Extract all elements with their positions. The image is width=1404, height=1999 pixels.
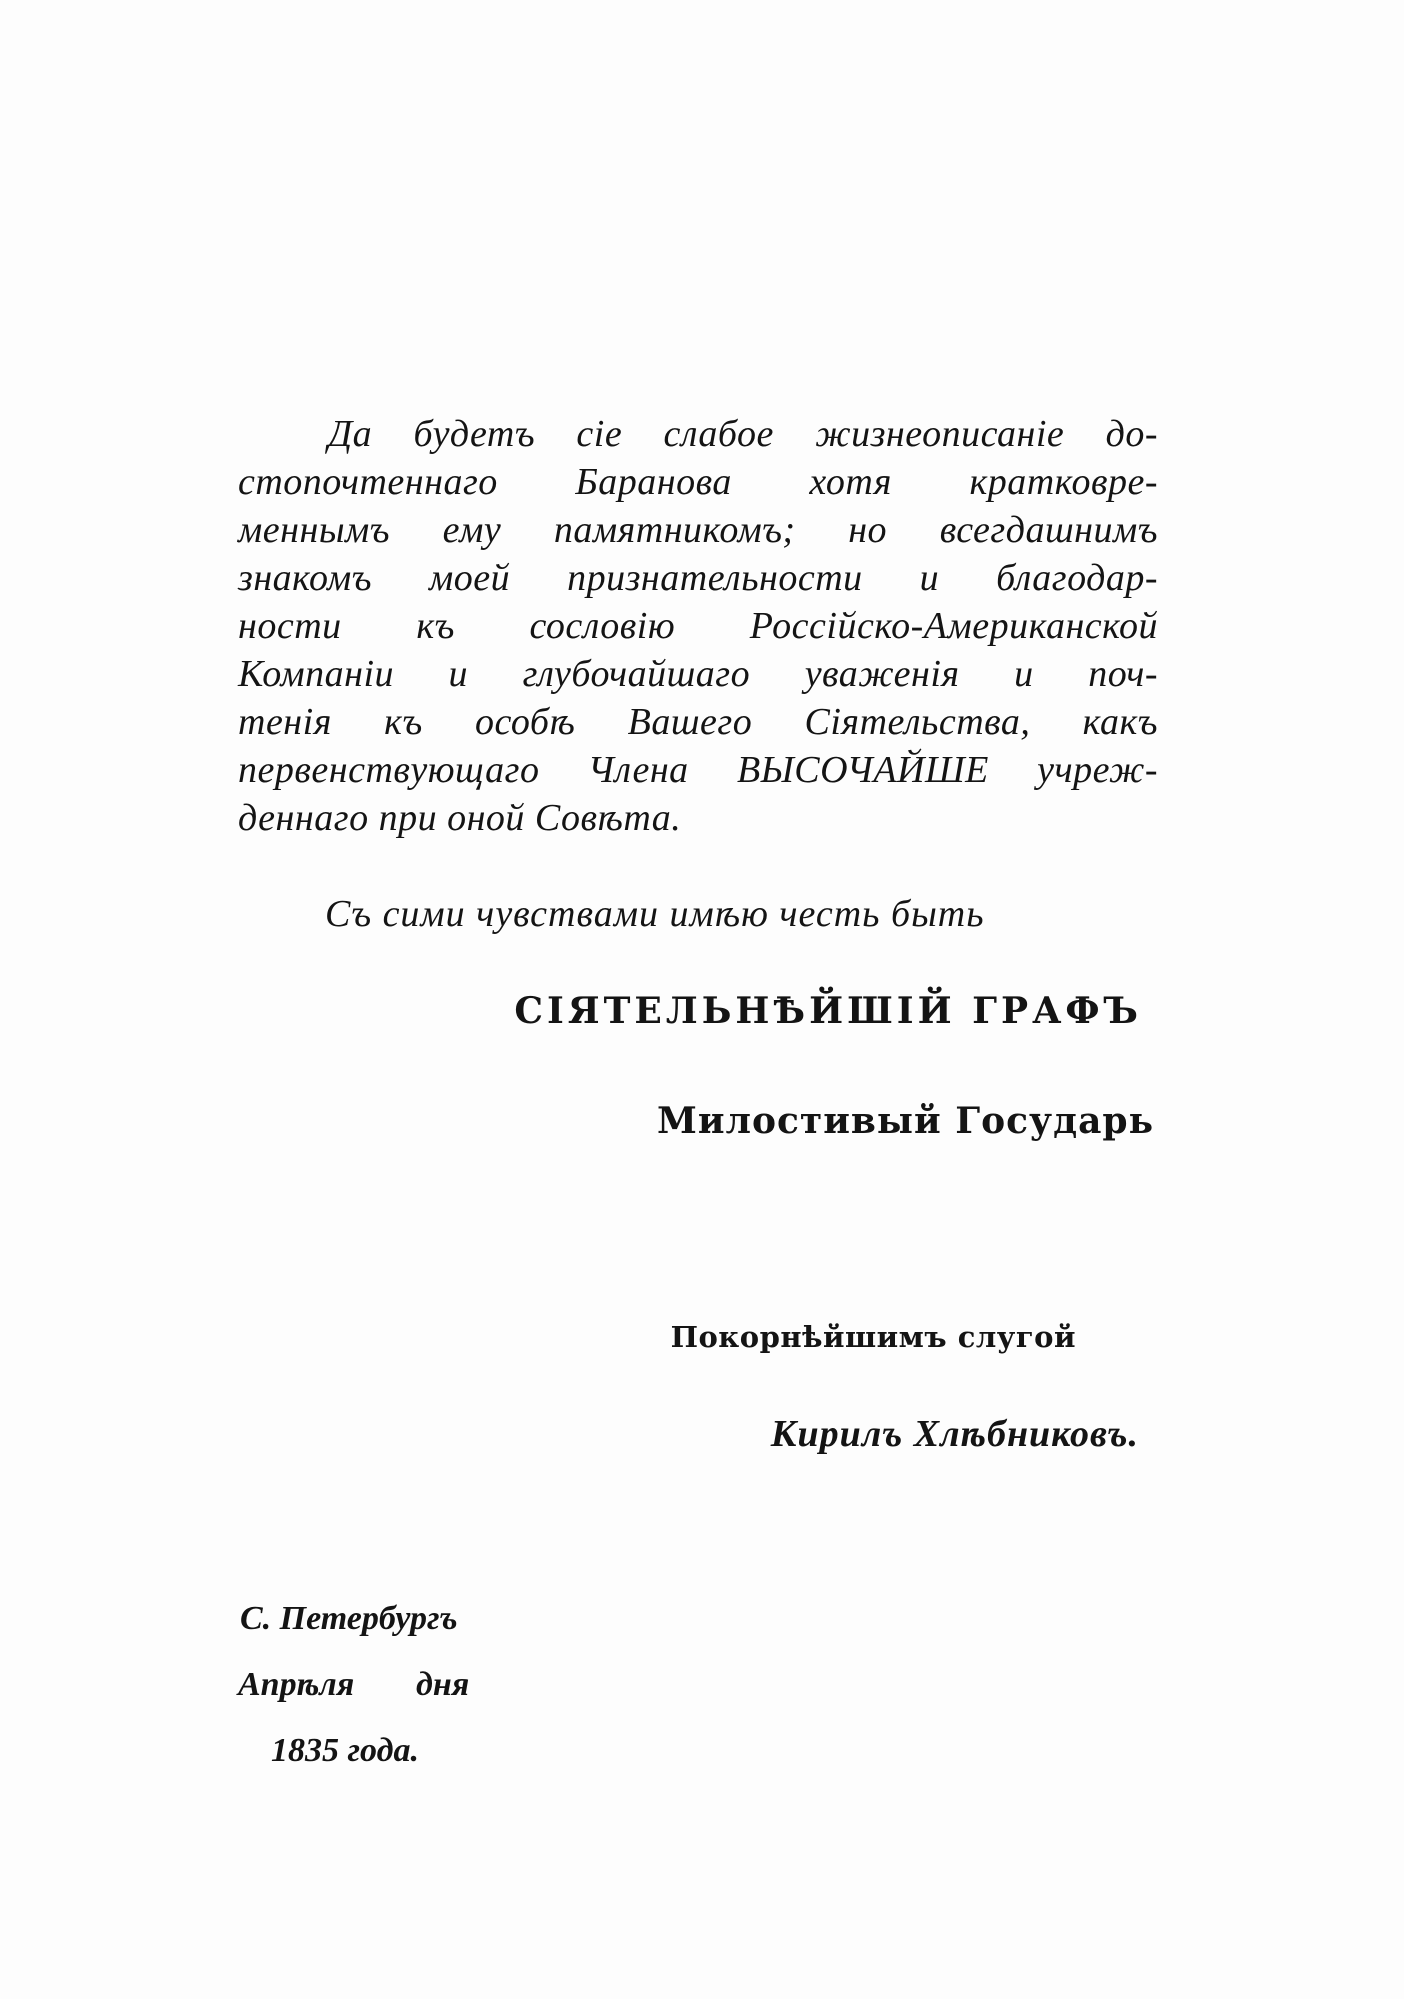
dedication-line: тенія къ особѣ Вашего Сіятельства, какъ (238, 701, 1158, 743)
author-signature: Кирилъ Хлѣбниковъ. (770, 1413, 1139, 1455)
dedication-paragraph (238, 410, 1158, 842)
dedication-line: деннаго при оной Совѣта. (238, 797, 682, 839)
place-city: С. Петербургъ (240, 1600, 458, 1637)
closing-phrase: Съ сими чувствами имѣю честь быть (325, 893, 985, 935)
servant-line: Покорнѣйшимъ слугой (670, 1320, 1076, 1354)
address-title: СІЯТЕЛЬНѢЙШІЙ ГРАФЪ (514, 990, 1142, 1032)
dedication-line: Да будетъ сіе слабое жизнеописаніе до- (328, 413, 1158, 455)
dedication-line: стопочтеннаго Баранова хотя кратковре- (238, 461, 1158, 503)
dedication-line: ности къ сословію Россійско-Американской (238, 605, 1158, 647)
dedication-line: меннымъ ему памятникомъ; но всегдашнимъ (238, 509, 1158, 551)
date-year: 1835 года. (271, 1732, 419, 1769)
dedication-line: Компаніи и глубочайшаго уваженія и поч- (238, 653, 1158, 695)
dedication-line: знакомъ моей признательности и благодар- (238, 557, 1158, 599)
date-day-label: дня (416, 1666, 470, 1703)
date-month: Апрѣля (238, 1666, 355, 1703)
address-subtitle: Милостивый Государь (657, 1100, 1154, 1142)
dedication-line: первенствующаго Члена ВЫСОЧАЙШЕ учреж- (238, 749, 1158, 791)
